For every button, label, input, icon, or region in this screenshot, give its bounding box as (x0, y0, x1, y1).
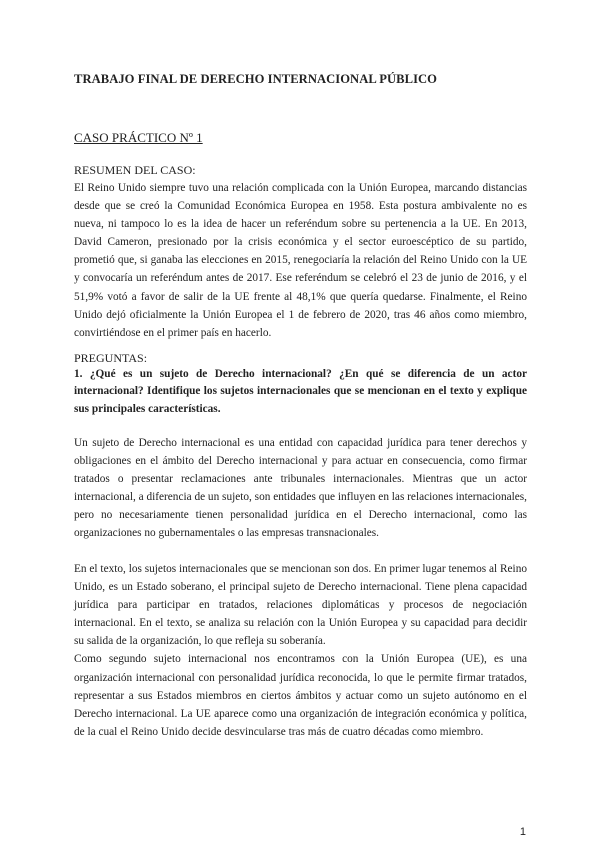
answer-paragraph-1: Un sujeto de Derecho internacional es una entidad con capacidad jurídica para tener derechos y obligaciones en el ámbito del Derecho internacional y para actuar en consecuencia, como firmar tratados o presentar reclamaciones ante tribunales internacionales. Mientras que un actor internacional, a diferencia de un sujeto, son entidades que influyen en las relaciones internacionales, pero no necesariamente tienen personalidad jurídica en el Derecho internacional, como las organizaciones no gubernamentales o las empresas transnacionales. (74, 437, 527, 540)
answer-paragraph-3: Como segundo sujeto internacional nos encontramos con la Unión Europea (UE), es una organización internacional con personalidad jurídica reconocida, lo que le permite firmar tratados, representar a sus Estados miembros en ciertos ámbitos y actuar como un sujeto autónomo en el Derecho internacional. La UE aparece como una organización de integración económica y política, de la cual el Reino Unido decide desvincularse tras más de cuatro décadas como miembro. (74, 653, 527, 738)
case-title: CASO PRÁCTICO Nº 1 (74, 130, 203, 145)
summary-text: El Reino Unido siempre tuvo una relación complicada con la Unión Europea, marcando distancias desde que se creó la Comunidad Económica Europea en 1958. Esta postura ambivalente no es nueva, ni tampoco lo es la idea de hacer un referéndum sobre su pertenencia a la UE. En 2013, David Cameron, presionado por la crisis económica y el sector euroescéptico de su partido, prometió que, si ganaba las elecciones en 2015, renegociaría la relación del Reino Unido con la UE y convocaría un referéndum antes de 2017. Ese referéndum se celebró el 23 de junio de 2016, y el 51,9% votó a favor de salir de la UE frente al 48,1% que quería quedarse. Finalmente, el Reino Unido dejó oficialmente la Unión Europea el 1 de febrero de 2020, tras 46 años como miembro, convirtiéndose en el primer país en hacerlo. (74, 182, 527, 339)
summary-section (74, 162, 527, 342)
answer-paragraph-2: En el texto, los sujetos internacionales que se mencionan son dos. En primer lugar tenemos al Reino Unido, es un Estado soberano, el principal sujeto de Derecho internacional. Tiene plena capacidad jurídica para participar en tratados, relaciones diplomáticas y procesos de negociación internacional. En el texto, se analiza su relación con la Unión Europea y su capacidad para decidir su salida de la organización, lo que refleja su soberanía. (74, 563, 527, 648)
document-title: TRABAJO FINAL DE DERECHO INTERNACIONAL PÚBLICO (74, 72, 438, 86)
page-number: 1 (519, 826, 526, 838)
answer-paragraph-2-block (74, 560, 527, 741)
answer-paragraph-1-block (74, 434, 527, 543)
questions-label: PREGUNTAS: (74, 351, 148, 365)
summary-label: RESUMEN DEL CASO: (74, 163, 196, 177)
question-1: 1. ¿Qué es un sujeto de Derecho internacional? ¿En qué se diferencia de un actor internacional? Identifique los sujetos internacionales que se mencionan en el texto y explique sus principales características. (74, 368, 527, 415)
questions-section (74, 350, 527, 418)
